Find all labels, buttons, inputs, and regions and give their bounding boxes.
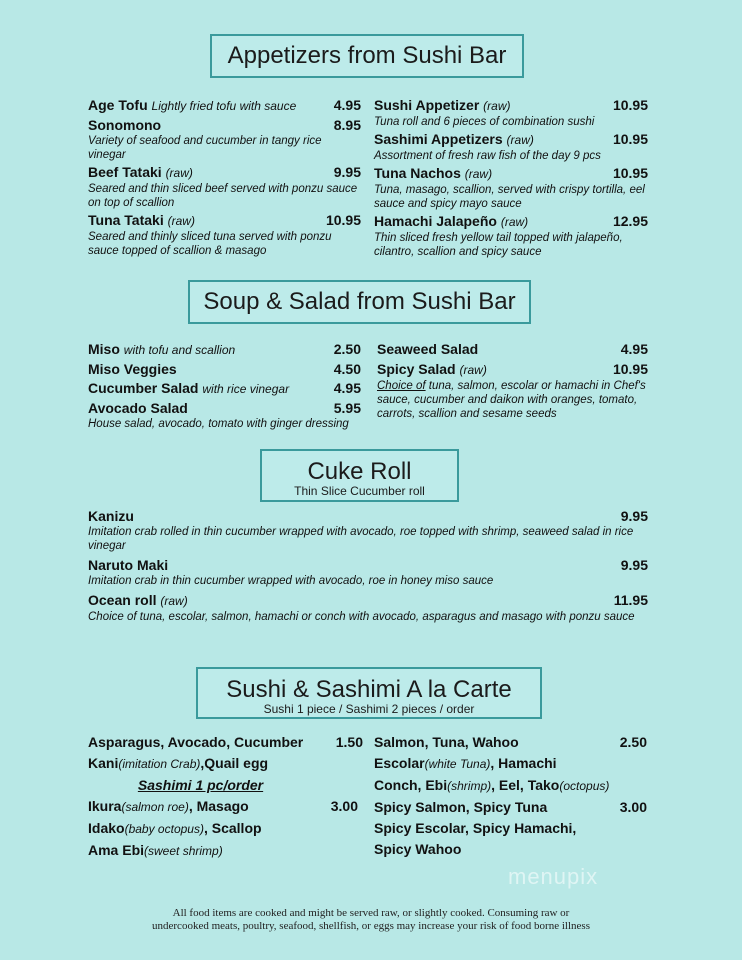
menu-item-description-text: Choice of tuna, escolar, salmon, hamachi or conch with avocado, asparagus and masago with ponzu sauce xyxy=(88,611,635,623)
appetizers-header xyxy=(210,34,524,78)
menu-item-price: 4.50 xyxy=(333,361,361,377)
menu-item xyxy=(88,163,361,210)
soup-right-column xyxy=(377,340,648,423)
menu-item-description-text: tuna, salmon, escolar or hamachi in Chef's sauce, cucumber and daikon with oranges, tomato, carrots, scallion and sesame seeds xyxy=(377,380,646,420)
menu-item-name: Age Tofu xyxy=(88,97,148,113)
menu-item-title xyxy=(377,360,487,379)
cuke-subtitle: Thin Slice Cucumber roll xyxy=(294,484,425,499)
cuke-title: Cuke Roll xyxy=(307,458,412,485)
menu-item xyxy=(374,130,648,163)
menu-item-name: Miso xyxy=(88,341,120,357)
menu-item xyxy=(88,96,361,115)
menu-item-name: Sonomono xyxy=(88,117,162,133)
menu-item-description-underlined: Choice of xyxy=(377,380,426,392)
carte-line xyxy=(374,753,647,775)
menu-item-title xyxy=(88,399,188,417)
menu-item xyxy=(88,116,361,162)
menu-item xyxy=(374,164,648,211)
menu-item-note: (raw) xyxy=(165,166,193,180)
menu-item-title xyxy=(88,116,161,134)
menu-item-title xyxy=(88,163,193,182)
menu-item-price: 4.95 xyxy=(333,380,361,396)
menu-item-note: (raw) xyxy=(483,99,511,113)
appetizers-right-column xyxy=(374,96,648,260)
carte-item-text: Spicy Salmon, Spicy Tuna xyxy=(374,799,548,815)
menu-item-price: 4.95 xyxy=(620,341,648,357)
menu-item-description xyxy=(374,183,648,211)
carte-item-text: Kani xyxy=(88,755,119,771)
soup-left-column xyxy=(88,340,361,432)
menu-item-row xyxy=(88,360,361,378)
menu-item-row xyxy=(377,360,648,379)
menu-item-title xyxy=(88,360,177,378)
menu-item-row xyxy=(374,130,648,149)
carte-item-note: (octopus) xyxy=(559,779,610,793)
sashimi-heading: Sashimi 1 pc/order xyxy=(137,777,264,793)
menu-item xyxy=(374,96,648,129)
menu-item-row xyxy=(88,211,361,230)
menu-item-price: 10.95 xyxy=(612,165,648,181)
menu-item xyxy=(377,340,648,358)
carte-line xyxy=(374,775,647,797)
carte-line xyxy=(374,839,647,860)
menu-item-note: (raw) xyxy=(167,214,195,228)
carte-price: 3.00 xyxy=(619,799,647,815)
menu-item-name: Spicy Salad xyxy=(377,361,456,377)
menu-item-name: Cucumber Salad xyxy=(88,380,199,396)
menu-item-price: 5.95 xyxy=(333,400,361,416)
menu-item-description-text: Tuna roll and 6 pieces of combination sushi xyxy=(374,116,595,128)
carte-line xyxy=(374,818,647,839)
menu-item-price: 4.95 xyxy=(333,97,361,113)
menu-item-row xyxy=(88,340,361,359)
menu-item-name: Avocado Salad xyxy=(88,400,188,416)
menu-item-row xyxy=(374,164,648,183)
menu-item-name: Hamachi Jalapeño xyxy=(374,213,497,229)
carte-item-text: , Eel, Tako xyxy=(491,777,560,793)
carte-item-note: (white Tuna) xyxy=(424,757,491,771)
carte-item-text: Idako xyxy=(88,820,125,836)
menu-item-title xyxy=(88,96,296,115)
menu-item xyxy=(374,212,648,259)
carte-item-text: Salmon, Tuna, Wahoo xyxy=(374,734,519,750)
appetizers-left-column xyxy=(88,96,361,259)
carte-item-note: (salmon roe) xyxy=(121,800,189,814)
menu-item-name: Beef Tataki xyxy=(88,164,162,180)
menu-item-row xyxy=(88,507,648,525)
menu-item-description xyxy=(88,525,648,553)
menu-item-name: Kanizu xyxy=(88,508,134,524)
watermark: menupix xyxy=(508,864,599,889)
menu-item-price: 9.95 xyxy=(620,557,648,573)
menu-item-description xyxy=(377,379,648,421)
carte-item-note: (imitation Crab) xyxy=(118,757,201,771)
menu-item-description xyxy=(88,417,361,431)
menu-item-note: (raw) xyxy=(500,215,529,229)
menu-item-price: 11.95 xyxy=(613,592,648,608)
menu-item-name: Naruto Maki xyxy=(88,557,169,573)
soup-title: Soup & Salad from Sushi Bar xyxy=(203,288,516,315)
menu-item-price: 9.95 xyxy=(620,508,648,524)
carte-item-text: Spicy Escolar, Spicy Hamachi, xyxy=(374,820,577,836)
menu-item-title xyxy=(88,507,134,525)
menu-item-description xyxy=(88,134,361,162)
menu-item-name: Sushi Appetizer xyxy=(374,97,480,113)
menu-item-price: 10.95 xyxy=(612,131,648,147)
menu-item xyxy=(88,591,648,624)
menu-item-title xyxy=(88,591,188,610)
menu-item-title xyxy=(374,130,534,149)
menu-item-description-text: Imitation crab rolled in thin cucumber wrapped with avocado, roe topped with shrimp, seaweed salad in rice vinegar xyxy=(88,526,634,552)
carte-left-column xyxy=(88,732,363,862)
menu-item-note: (raw) xyxy=(160,594,188,608)
carte-line xyxy=(374,732,647,753)
menu-item-description-text: Seared and thin sliced beef served with ponzu sauce on top of scallion xyxy=(88,183,358,209)
appetizers-title: Appetizers from Sushi Bar xyxy=(227,42,507,69)
menu-item-note: with tofu and scallion xyxy=(123,343,236,357)
menu-item-description xyxy=(88,182,361,210)
menu-item-name: Sashimi Appetizers xyxy=(374,131,503,147)
carte-item-text: , Masago xyxy=(188,798,249,814)
menu-item-price: 9.95 xyxy=(333,164,361,180)
footer-disclaimer xyxy=(0,907,742,933)
menu-item-row xyxy=(88,556,648,574)
soup-header xyxy=(188,280,531,324)
menu-item-row xyxy=(88,591,648,610)
menu-item-note: (raw) xyxy=(464,167,493,181)
menu-item-description xyxy=(374,115,648,129)
menu-item-title xyxy=(374,96,511,115)
cuke-header xyxy=(260,449,459,502)
carte-title: Sushi & Sashimi A la Carte xyxy=(226,676,512,703)
carte-right-column xyxy=(374,732,647,860)
menu-item-name: Seaweed Salad xyxy=(377,341,479,357)
menu-item-price: 12.95 xyxy=(612,213,648,229)
menu-item-description-text: Imitation crab in thin cucumber wrapped with avocado, roe in honey miso sauce xyxy=(88,575,494,587)
carte-item-text: Ikura xyxy=(88,798,122,814)
menu-item xyxy=(88,340,361,359)
carte-item-text: Escolar xyxy=(374,755,425,771)
carte-line xyxy=(88,732,363,753)
carte-item-text: Asparagus, Avocado, Cucumber xyxy=(88,734,304,750)
menu-item-row xyxy=(374,212,648,231)
menu-item-description-text: Tuna, masago, scallion, served with crispy tortilla, eel sauce and spicy mayo sauce xyxy=(374,184,645,210)
carte-header xyxy=(196,667,542,719)
carte-item-text: Conch, Ebi xyxy=(374,777,448,793)
menu-item-price: 10.95 xyxy=(612,97,648,113)
menu-item xyxy=(377,360,648,421)
menu-item-description-text: Seared and thinly sliced tuna served with ponzu sauce topped of scallion & masago xyxy=(88,231,332,257)
menu-item-row xyxy=(88,116,361,134)
carte-price: 1.50 xyxy=(335,734,363,750)
menu-item-name: Miso Veggies xyxy=(88,361,177,377)
carte-line xyxy=(88,796,363,818)
menu-item-row xyxy=(377,340,648,358)
menu-item-description-text: Variety of seafood and cucumber in tangy rice vinegar xyxy=(88,135,322,161)
carte-price: 2.50 xyxy=(619,734,647,750)
footer-line: All food items are cooked and might be served raw, or slightly cooked. Consuming raw or xyxy=(172,907,570,919)
menu-item-description-text: Thin sliced fresh yellow tail topped with jalapeño, cilantro, scallion and spicy sauce xyxy=(374,232,623,258)
menu-item-name: Ocean roll xyxy=(88,592,157,608)
menu-item-name: Tuna Nachos xyxy=(374,165,461,181)
menu-item-description xyxy=(88,230,361,258)
menu-item xyxy=(88,379,361,398)
footer-line: undercooked meats, poultry, seafood, shellfish, or eggs may increase your risk of food borne illness xyxy=(152,920,590,932)
carte-line xyxy=(88,818,363,840)
menu-item-description-text: House salad, avocado, tomato with ginger dressing xyxy=(88,418,349,430)
menu-item-description xyxy=(374,231,648,259)
menu-item xyxy=(88,507,648,553)
menu-item-title xyxy=(88,211,195,230)
menu-item-row xyxy=(88,163,361,182)
carte-item-text: Ama Ebi xyxy=(88,842,145,858)
menu-item-description xyxy=(88,574,648,588)
menu-item-title xyxy=(88,379,289,398)
carte-item-note: (sweet shrimp) xyxy=(144,844,223,858)
menu-item-description xyxy=(88,610,648,624)
menu-item-title xyxy=(374,212,528,231)
menu-item-price: 8.95 xyxy=(333,117,361,133)
menu-item-title xyxy=(374,164,492,183)
carte-line xyxy=(88,840,363,862)
menu-item-note: with rice vinegar xyxy=(202,382,290,396)
menu-item-row xyxy=(88,379,361,398)
menu-item-title xyxy=(377,340,478,358)
menu-item-name: Tuna Tataki xyxy=(88,212,164,228)
menu-item-note: (raw) xyxy=(506,133,534,147)
cuke-list xyxy=(88,507,648,627)
carte-item-text: Spicy Wahoo xyxy=(374,841,462,857)
carte-item-text: , Scallop xyxy=(203,820,262,836)
menu-item xyxy=(88,399,361,431)
carte-line xyxy=(374,797,647,818)
menu-item-description-text: Assortment of fresh raw fish of the day 9 pcs xyxy=(374,150,601,162)
menu-item-price: 2.50 xyxy=(333,341,361,357)
carte-item-note: (shrimp) xyxy=(447,779,492,793)
menu-item-title xyxy=(88,340,235,359)
menu-item-row xyxy=(88,96,361,115)
menu-item-row xyxy=(374,96,648,115)
menu-item-price: 10.95 xyxy=(325,212,361,228)
carte-item-text: , Hamachi xyxy=(490,755,557,771)
menu-item xyxy=(88,211,361,258)
menu-item xyxy=(88,556,648,588)
menu-item xyxy=(88,360,361,378)
menu-item-title xyxy=(88,556,168,574)
carte-item-text: ,Quail egg xyxy=(200,755,269,771)
menu-item-row xyxy=(88,399,361,417)
carte-line xyxy=(88,753,363,775)
menu-item-note: Lightly fried tofu with sauce xyxy=(151,99,297,113)
menu-item-description xyxy=(374,149,648,163)
menu-item-note: (raw) xyxy=(459,363,487,377)
carte-price: 3.00 xyxy=(330,798,358,814)
menu-item-price: 10.95 xyxy=(612,361,648,377)
carte-item-note: (baby octopus) xyxy=(124,822,204,836)
carte-subtitle: Sushi 1 piece / Sashimi 2 pieces / order xyxy=(263,702,475,717)
